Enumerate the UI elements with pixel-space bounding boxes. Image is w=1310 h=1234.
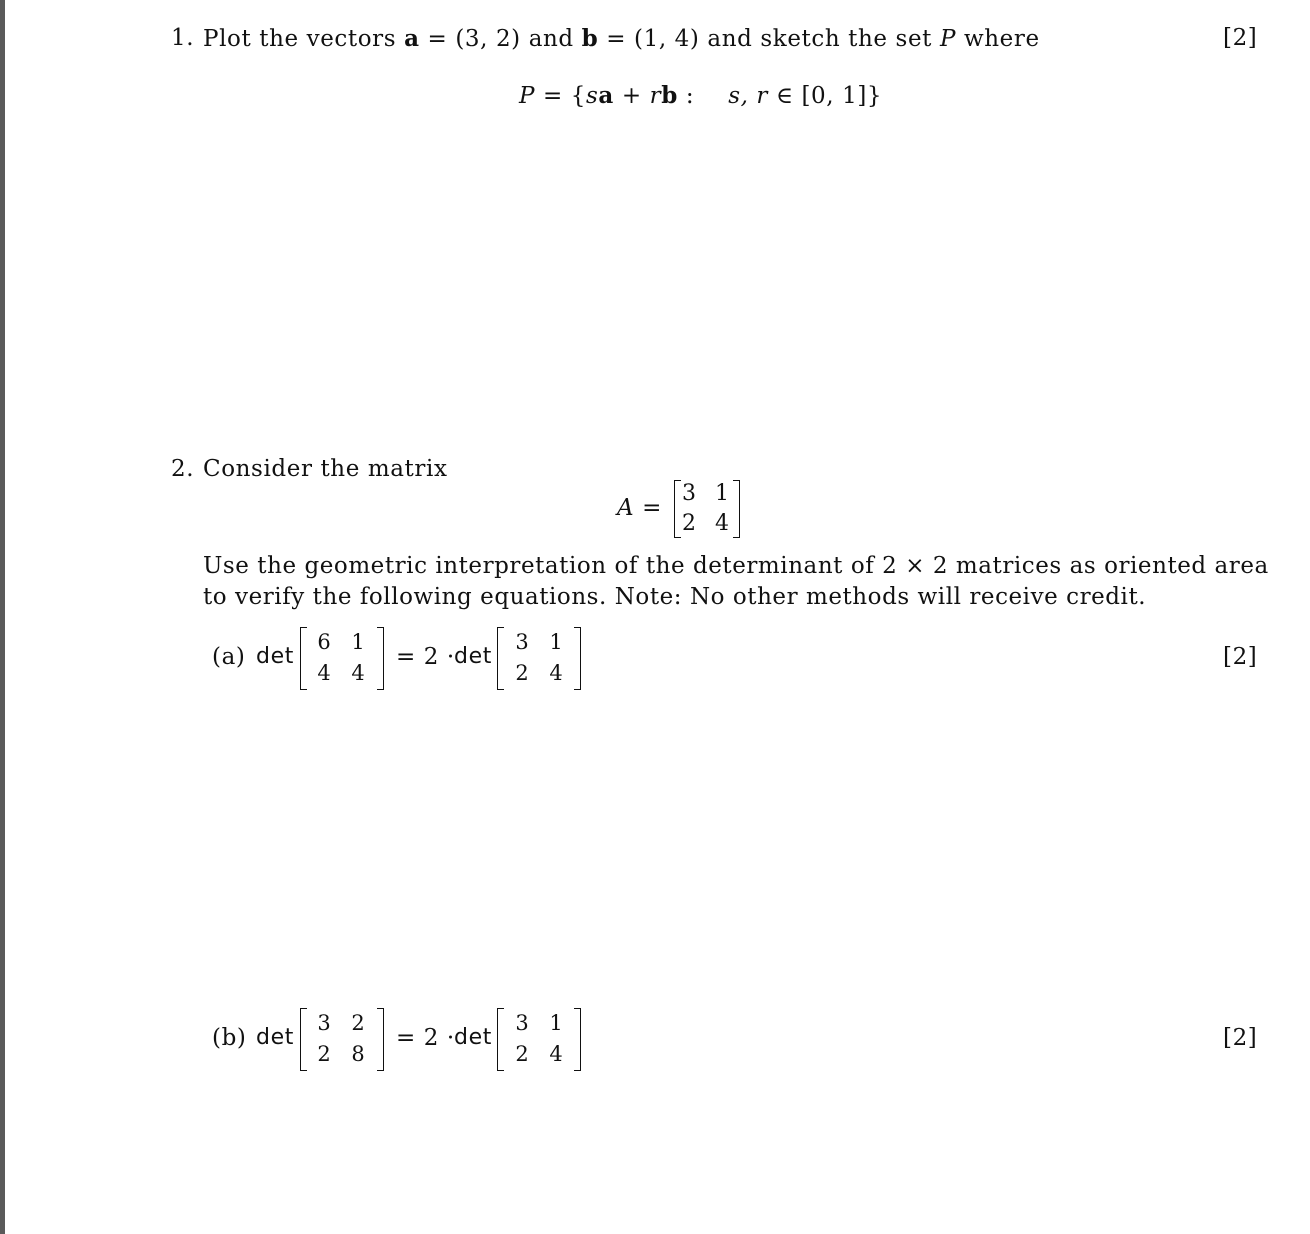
- set-lhs: P: [519, 83, 536, 109]
- set-b: b: [661, 82, 678, 109]
- q1-set-name: P: [939, 26, 957, 52]
- part-b-label: (b): [212, 1025, 247, 1051]
- set-r: r: [649, 83, 662, 109]
- matrix-bracket-left: [497, 627, 504, 690]
- q1-number: 1.: [171, 25, 195, 51]
- matrix-bracket-right: [574, 627, 581, 690]
- part-a-det: det: [256, 644, 294, 669]
- matrix-A-label: [617, 497, 662, 520]
- part-b-marks: [2]: [1223, 1025, 1258, 1051]
- part-a-equals: = 2 ·: [396, 644, 455, 670]
- q1-intro: Plot the vectors: [203, 26, 397, 52]
- matrix-bracket-right: [733, 480, 740, 538]
- q1-set-definition: [519, 84, 882, 108]
- matrix-cell: 1: [549, 630, 563, 654]
- part-a-lhs-matrix: [300, 627, 384, 690]
- q2-text-line-1: Use the geometric interpretation of the determinant of 2 × 2 matrices as oriented area: [203, 553, 1269, 579]
- matrix-cell: 4: [317, 661, 331, 685]
- set-plus: +: [613, 83, 650, 109]
- set-s: s: [586, 83, 599, 109]
- matrix-cell: 4: [351, 661, 365, 685]
- matrix-bracket-left: [497, 1008, 504, 1071]
- matrix-cell: 3: [515, 630, 529, 654]
- q1-vector-a-value: = (3, 2): [419, 26, 521, 52]
- q2-text-line-2: to verify the following equations. Note: No other methods will receive credit.: [203, 584, 1147, 610]
- matrix-A: [674, 480, 740, 538]
- matrix-bracket-left: [300, 627, 307, 690]
- part-b-det: det: [256, 1025, 294, 1050]
- matrix-cell: 3: [317, 1011, 331, 1035]
- matrix-cell: 1: [351, 630, 365, 654]
- q1-and: and: [528, 26, 574, 52]
- matrix-cell: 2: [515, 661, 529, 685]
- q1-tail: and sketch the set: [707, 26, 933, 52]
- matrix-cell: 1: [715, 481, 729, 506]
- q1-vector-b: b: [581, 25, 599, 52]
- set-cond: s, r: [728, 83, 769, 109]
- q2-intro: Consider the matrix: [203, 456, 448, 482]
- matrix-cell: 6: [317, 630, 331, 654]
- matrix-bracket-left: [300, 1008, 307, 1071]
- q2-number: 2.: [171, 456, 195, 482]
- matrix-bracket-right: [377, 1008, 384, 1071]
- A-symbol: A: [617, 495, 635, 521]
- set-in: ∈ [0, 1]}: [768, 83, 883, 109]
- matrix-bracket-right: [574, 1008, 581, 1071]
- set-colon: :: [677, 83, 695, 109]
- part-a-det-rhs: det: [454, 644, 492, 669]
- part-a-rhs-matrix: [497, 627, 581, 690]
- matrix-cell: 8: [351, 1042, 365, 1066]
- part-b-lhs-matrix: [300, 1008, 384, 1071]
- left-edge-bar: [0, 0, 5, 1234]
- matrix-cell: 1: [549, 1011, 563, 1035]
- matrix-cell: 4: [549, 661, 563, 685]
- matrix-bracket-right: [377, 627, 384, 690]
- matrix-cell: 2: [317, 1042, 331, 1066]
- matrix-cell: 3: [515, 1011, 529, 1035]
- q1-where: where: [963, 26, 1040, 52]
- part-a-marks: [2]: [1223, 644, 1258, 670]
- matrix-cell: 3: [682, 481, 696, 506]
- q1-marks: [2]: [1223, 25, 1258, 51]
- q1-vector-a: a: [404, 25, 420, 52]
- matrix-cell: 2: [515, 1042, 529, 1066]
- q1-vector-b-value: = (1, 4): [598, 26, 700, 52]
- matrix-cell: 4: [715, 511, 729, 536]
- q1-text: [203, 27, 1040, 51]
- A-equals: =: [634, 495, 663, 521]
- matrix-cell: 2: [682, 511, 696, 536]
- set-a: a: [598, 82, 614, 109]
- matrix-cell: 4: [549, 1042, 563, 1066]
- part-b-rhs-matrix: [497, 1008, 581, 1071]
- matrix-cell: 2: [351, 1011, 365, 1035]
- part-b-det-rhs: det: [454, 1025, 492, 1050]
- set-open: = {: [535, 83, 587, 109]
- part-b-equals: = 2 ·: [396, 1025, 455, 1051]
- part-a-label: (a): [212, 644, 246, 670]
